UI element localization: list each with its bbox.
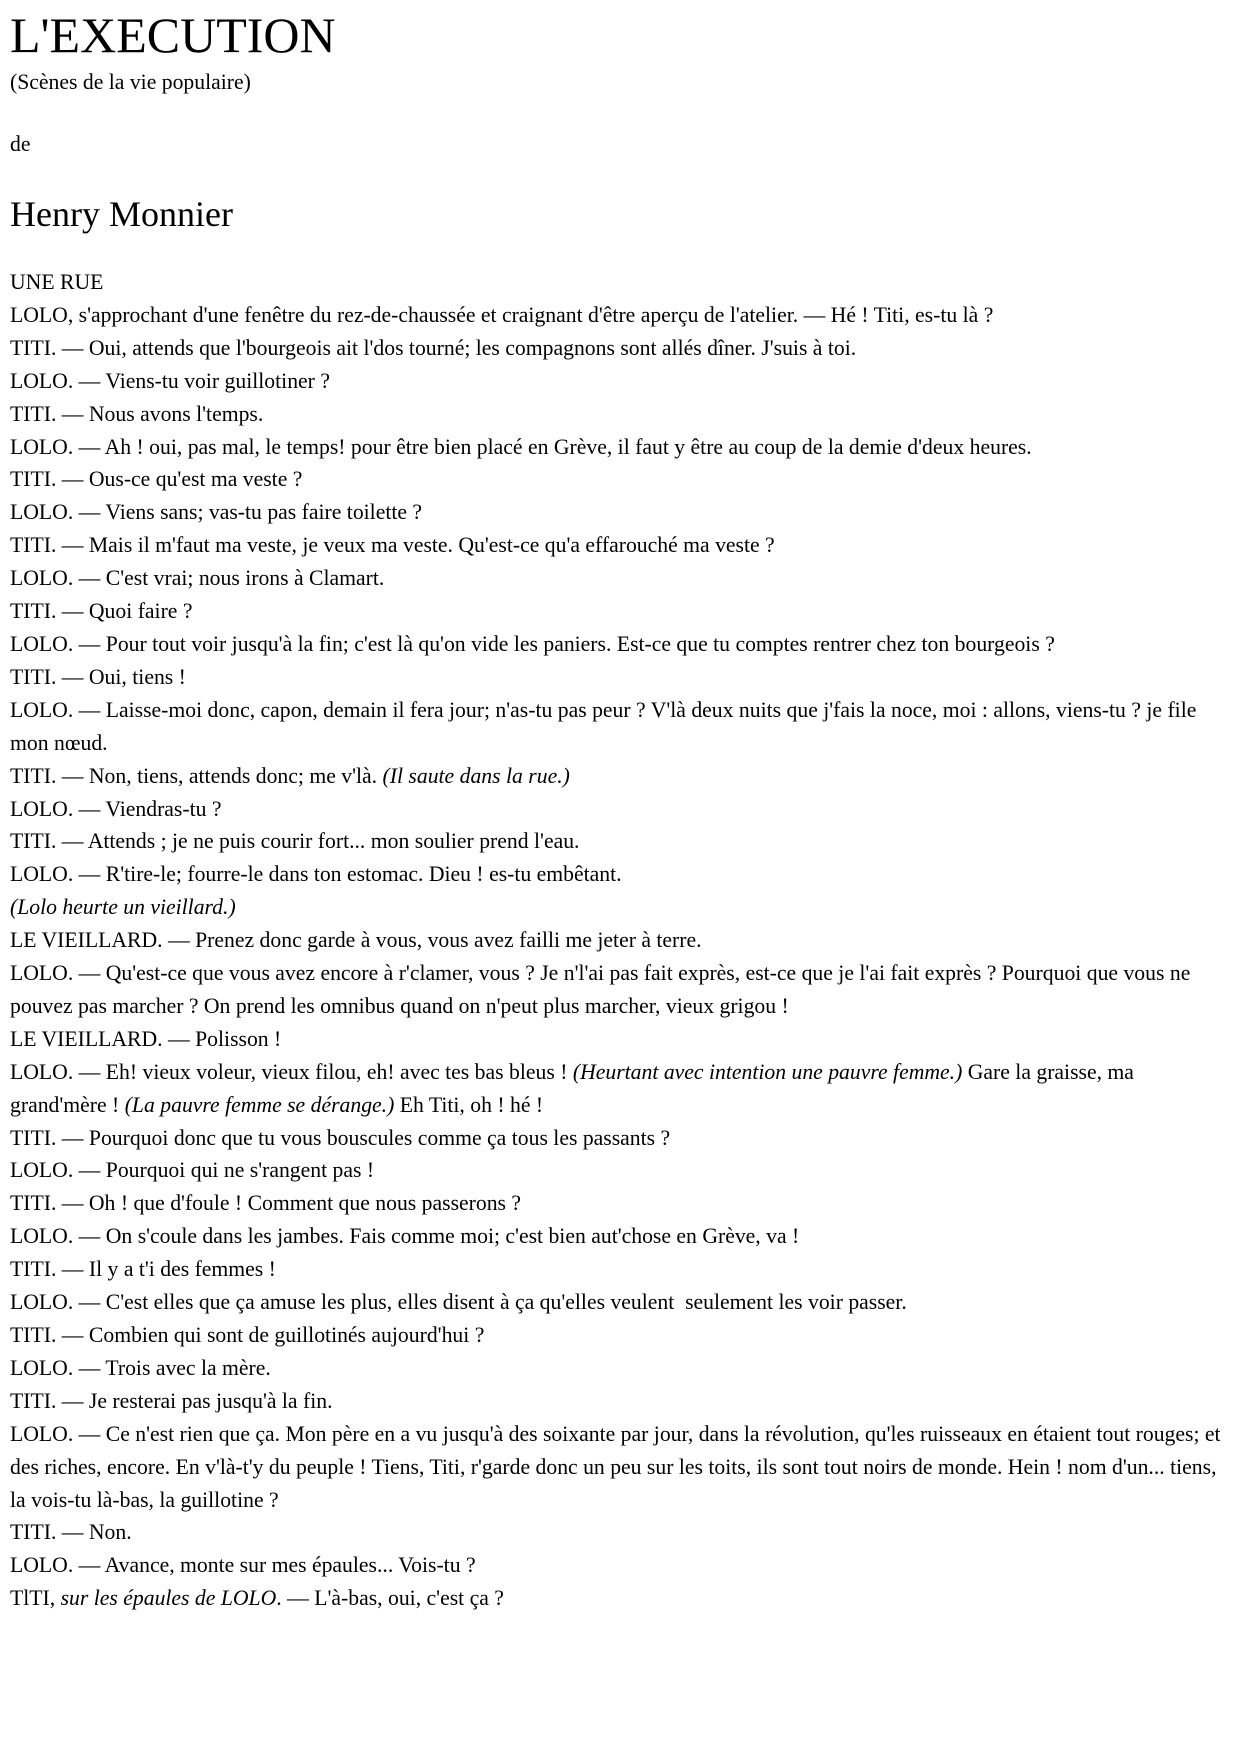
speech-line <box>10 595 1228 628</box>
speech-line <box>10 793 1228 826</box>
stage-direction: (Il saute dans la rue.) <box>382 763 570 788</box>
speech-text: LOLO. — C'est elles que ça amuse les plus, elles disent à ça qu'elles veulent seulement les voir passer. <box>10 1290 907 1315</box>
speech-line <box>10 924 1228 957</box>
speech-text: TITI. — Oui, tiens ! <box>10 664 186 689</box>
scene-heading: UNE RUE <box>10 270 104 294</box>
speech-text: TITI. — Il y a t'i des femmes ! <box>10 1257 276 1282</box>
speech-text: TITI. — Nous avons l'temps. <box>10 401 264 426</box>
speech-line <box>10 496 1228 529</box>
speech-line <box>10 661 1228 694</box>
dialogue-text <box>10 299 1228 1615</box>
speech-text: LOLO. — Pour tout voir jusqu'à la fin; c'est là qu'on vide les paniers. Est-ce que tu comptes rentrer chez ton bourgeois ? <box>10 631 1055 656</box>
speech-line <box>10 398 1228 431</box>
speech-text: LOLO. — Viens sans; vas-tu pas faire toilette ? <box>10 500 423 525</box>
speech-line <box>10 1220 1228 1253</box>
speech-text: Eh Titi, oh ! hé ! <box>394 1092 544 1117</box>
speech-text: LOLO. — Laisse-moi donc, capon, demain il fera jour; n'as-tu pas peur ? V'là deux nuits que j'fais la noce, moi : allons, viens-tu ? je file mon nœud. <box>10 697 1202 755</box>
speech-line <box>10 332 1228 365</box>
speech-line <box>10 760 1228 793</box>
speech-text: LOLO. — Ah ! oui, pas mal, le temps! pour être bien placé en Grève, il faut y être au coup de la demie d'deux heures. <box>10 434 1032 459</box>
speech-line <box>10 1418 1228 1517</box>
speech-text: LOLO, s'approchant d'une fenêtre du rez-de-chaussée et craignant d'être aperçu de l'atelier. — Hé ! Titi, es-tu là ? <box>10 302 994 327</box>
speech-line <box>10 365 1228 398</box>
speech-line <box>10 1582 1228 1615</box>
speech-line <box>10 1385 1228 1418</box>
speech-text: TITI. — Mais il m'faut ma veste, je veux ma veste. Qu'est-ce qu'a effarouché ma veste ? <box>10 533 775 558</box>
speech-text: Gare la graisse, ma grand'mère ! <box>10 1059 1140 1117</box>
speech-line <box>10 562 1228 595</box>
speech-text: TlTI, <box>10 1586 61 1611</box>
speech-text: TITI. — Oh ! que d'foule ! Comment que nous passerons ? <box>10 1191 522 1216</box>
speech-line <box>10 299 1228 332</box>
stage-direction: sur les épaules de LOLO <box>60 1586 277 1611</box>
speech-text: LE VIEILLARD. — Prenez donc garde à vous, vous avez failli me jeter à terre. <box>10 928 702 953</box>
speech-line <box>10 694 1228 760</box>
speech-line <box>10 431 1228 464</box>
speech-line <box>10 825 1228 858</box>
speech-text: TITI. — Oui, attends que l'bourgeois ait l'dos tourné; les compagnons sont allés dîner. J'suis à toi. <box>10 335 857 360</box>
speech-text: LOLO. — R'tire-le; fourre-le dans ton estomac. Dieu ! es-tu embêtant. <box>10 862 622 887</box>
author-name: Henry Monnier <box>10 194 233 234</box>
page-title: L'EXECUTION <box>10 7 336 63</box>
speech-text: LOLO. — Pourquoi qui ne s'rangent pas ! <box>10 1158 375 1183</box>
speech-line <box>10 1549 1228 1582</box>
speech-text: TITI. — Non, tiens, attends donc; me v'là. <box>10 763 383 788</box>
subtitle: (Scènes de la vie populaire) <box>10 70 251 94</box>
speech-line <box>10 1352 1228 1385</box>
speech-text: LOLO. — C'est vrai; nous irons à Clamart. <box>10 566 385 591</box>
speech-text: LOLO. — Avance, monte sur mes épaules... Vois-tu ? <box>10 1553 476 1578</box>
speech-text: LOLO. — Viens-tu voir guillotiner ? <box>10 368 330 393</box>
speech-line <box>10 1023 1228 1056</box>
speech-text: TITI. — Pourquoi donc que tu vous bouscules comme ça tous les passants ? <box>10 1125 671 1150</box>
speech-line <box>10 891 1228 924</box>
speech-text: TITI. — Non. <box>10 1520 132 1545</box>
stage-direction: (Lolo heurte un vieillard.) <box>10 895 236 920</box>
speech-line <box>10 1319 1228 1352</box>
speech-text: TITI. — Combien qui sont de guillotinés aujourd'hui ? <box>10 1323 485 1347</box>
speech-text: TITI. — Attends ; je ne puis courir fort... mon soulier prend l'eau. <box>10 829 580 854</box>
stage-direction: (La pauvre femme se dérange.) <box>124 1092 395 1117</box>
speech-text: LOLO. — Qu'est-ce que vous avez encore à r'clamer, vous ? Je n'l'ai pas fait exprès, est-ce que je l'ai fait exprès ? Pourquoi que vous ne pouvez pas marcher ? On prend les omnibus quand on n'peut plus marcher, vieux grigou ! <box>10 961 1196 1018</box>
speech-text: LOLO. — Viendras-tu ? <box>10 796 222 821</box>
speech-line <box>10 628 1228 661</box>
speech-line <box>10 1122 1228 1155</box>
speech-line <box>10 529 1228 562</box>
speech-line <box>10 463 1228 496</box>
byline: de <box>10 132 31 156</box>
speech-text: LOLO. — Ce n'est rien que ça. Mon père en a vu jusqu'à des soixante par jour, dans la révolution, qu'les ruisseaux en étaient tout rouges; et des riches, encore. En v'là-t'y du peuple ! Tiens, Titi, r'garde donc un peu sur les toits, ils sont tout noirs de monde. Hein ! nom d'un... tiens, la vois-tu là-bas, la guillotine ? <box>10 1421 1226 1512</box>
speech-text: TITI. — Ous-ce qu'est ma veste ? <box>10 467 303 492</box>
stage-direction: (Heurtant avec intention une pauvre femme.) <box>572 1059 963 1084</box>
speech-line <box>10 1516 1228 1549</box>
speech-text: LOLO. — Trois avec la mère. <box>10 1355 271 1380</box>
speech-text: LOLO. — On s'coule dans les jambes. Fais comme moi; c'est bien aut'chose en Grève, va ! <box>10 1224 800 1249</box>
speech-line <box>10 1187 1228 1220</box>
speech-text: LE VIEILLARD. — Polisson ! <box>10 1026 282 1051</box>
speech-text: LOLO. — Eh! vieux voleur, vieux filou, eh! avec tes bas bleus ! <box>10 1059 573 1084</box>
speech-text: TITI. — Je resterai pas jusqu'à la fin. <box>10 1388 333 1413</box>
speech-line <box>10 1154 1228 1187</box>
speech-line <box>10 957 1228 1023</box>
speech-line <box>10 1253 1228 1286</box>
speech-text: . — L'à-bas, oui, c'est ça ? <box>276 1586 504 1611</box>
speech-text: TITI. — Quoi faire ? <box>10 599 193 624</box>
speech-line <box>10 1056 1228 1122</box>
speech-line <box>10 1286 1228 1319</box>
speech-line <box>10 858 1228 891</box>
